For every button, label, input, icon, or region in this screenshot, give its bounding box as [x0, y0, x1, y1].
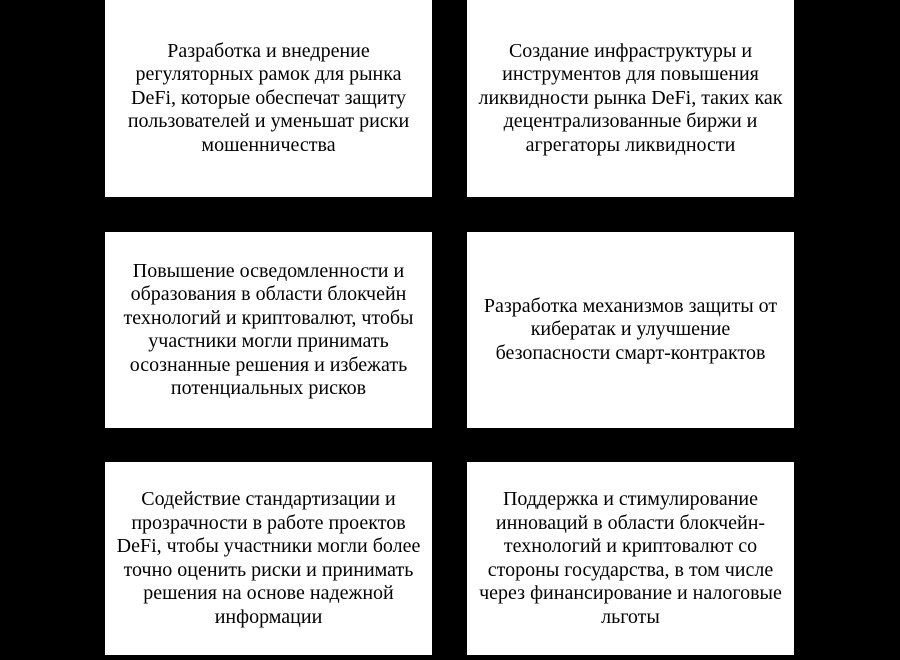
defi-recommendation-box-regulation: [105, 0, 432, 197]
defi-recommendation-box-standardization: [105, 462, 432, 655]
box-text: Создание инфраструктуры и инструментов для повышения ликвидности рынка DeFi, таких как децентрализованные биржи и агрегаторы ликвидности: [478, 39, 783, 156]
defi-recommendation-box-state-support: [467, 462, 794, 655]
defi-recommendation-box-education: [105, 232, 432, 428]
box-text: Повышение осведомленности и образования в области блокчейн технологий и криптовалют, чтобы участники могли принимать осознанные решения и избежать потенциальных рисков: [123, 259, 414, 399]
box-text: Содействие стандартизации и прозрачности в работе проектов DeFi, чтобы участники могли более точно оценить риски и принимать решения на основе надежной информации: [116, 488, 421, 628]
box-text: Разработка и внедрение регуляторных рамок для рынка DeFi, которые обеспечат защиту пользователей и уменьшат риски мошенничества: [127, 39, 410, 156]
box-text: Разработка механизмов защиты от кибератак и улучшение безопасности смарт-контрактов: [483, 294, 778, 364]
box-text: Поддержка и стимулирование инноваций в области блокчейн-технологий и криптовалют со стороны государства, в том числе через финансирование и налоговые льготы: [479, 488, 782, 628]
defi-recommendation-box-security: [467, 232, 794, 428]
defi-recommendation-box-infrastructure: [467, 0, 794, 197]
